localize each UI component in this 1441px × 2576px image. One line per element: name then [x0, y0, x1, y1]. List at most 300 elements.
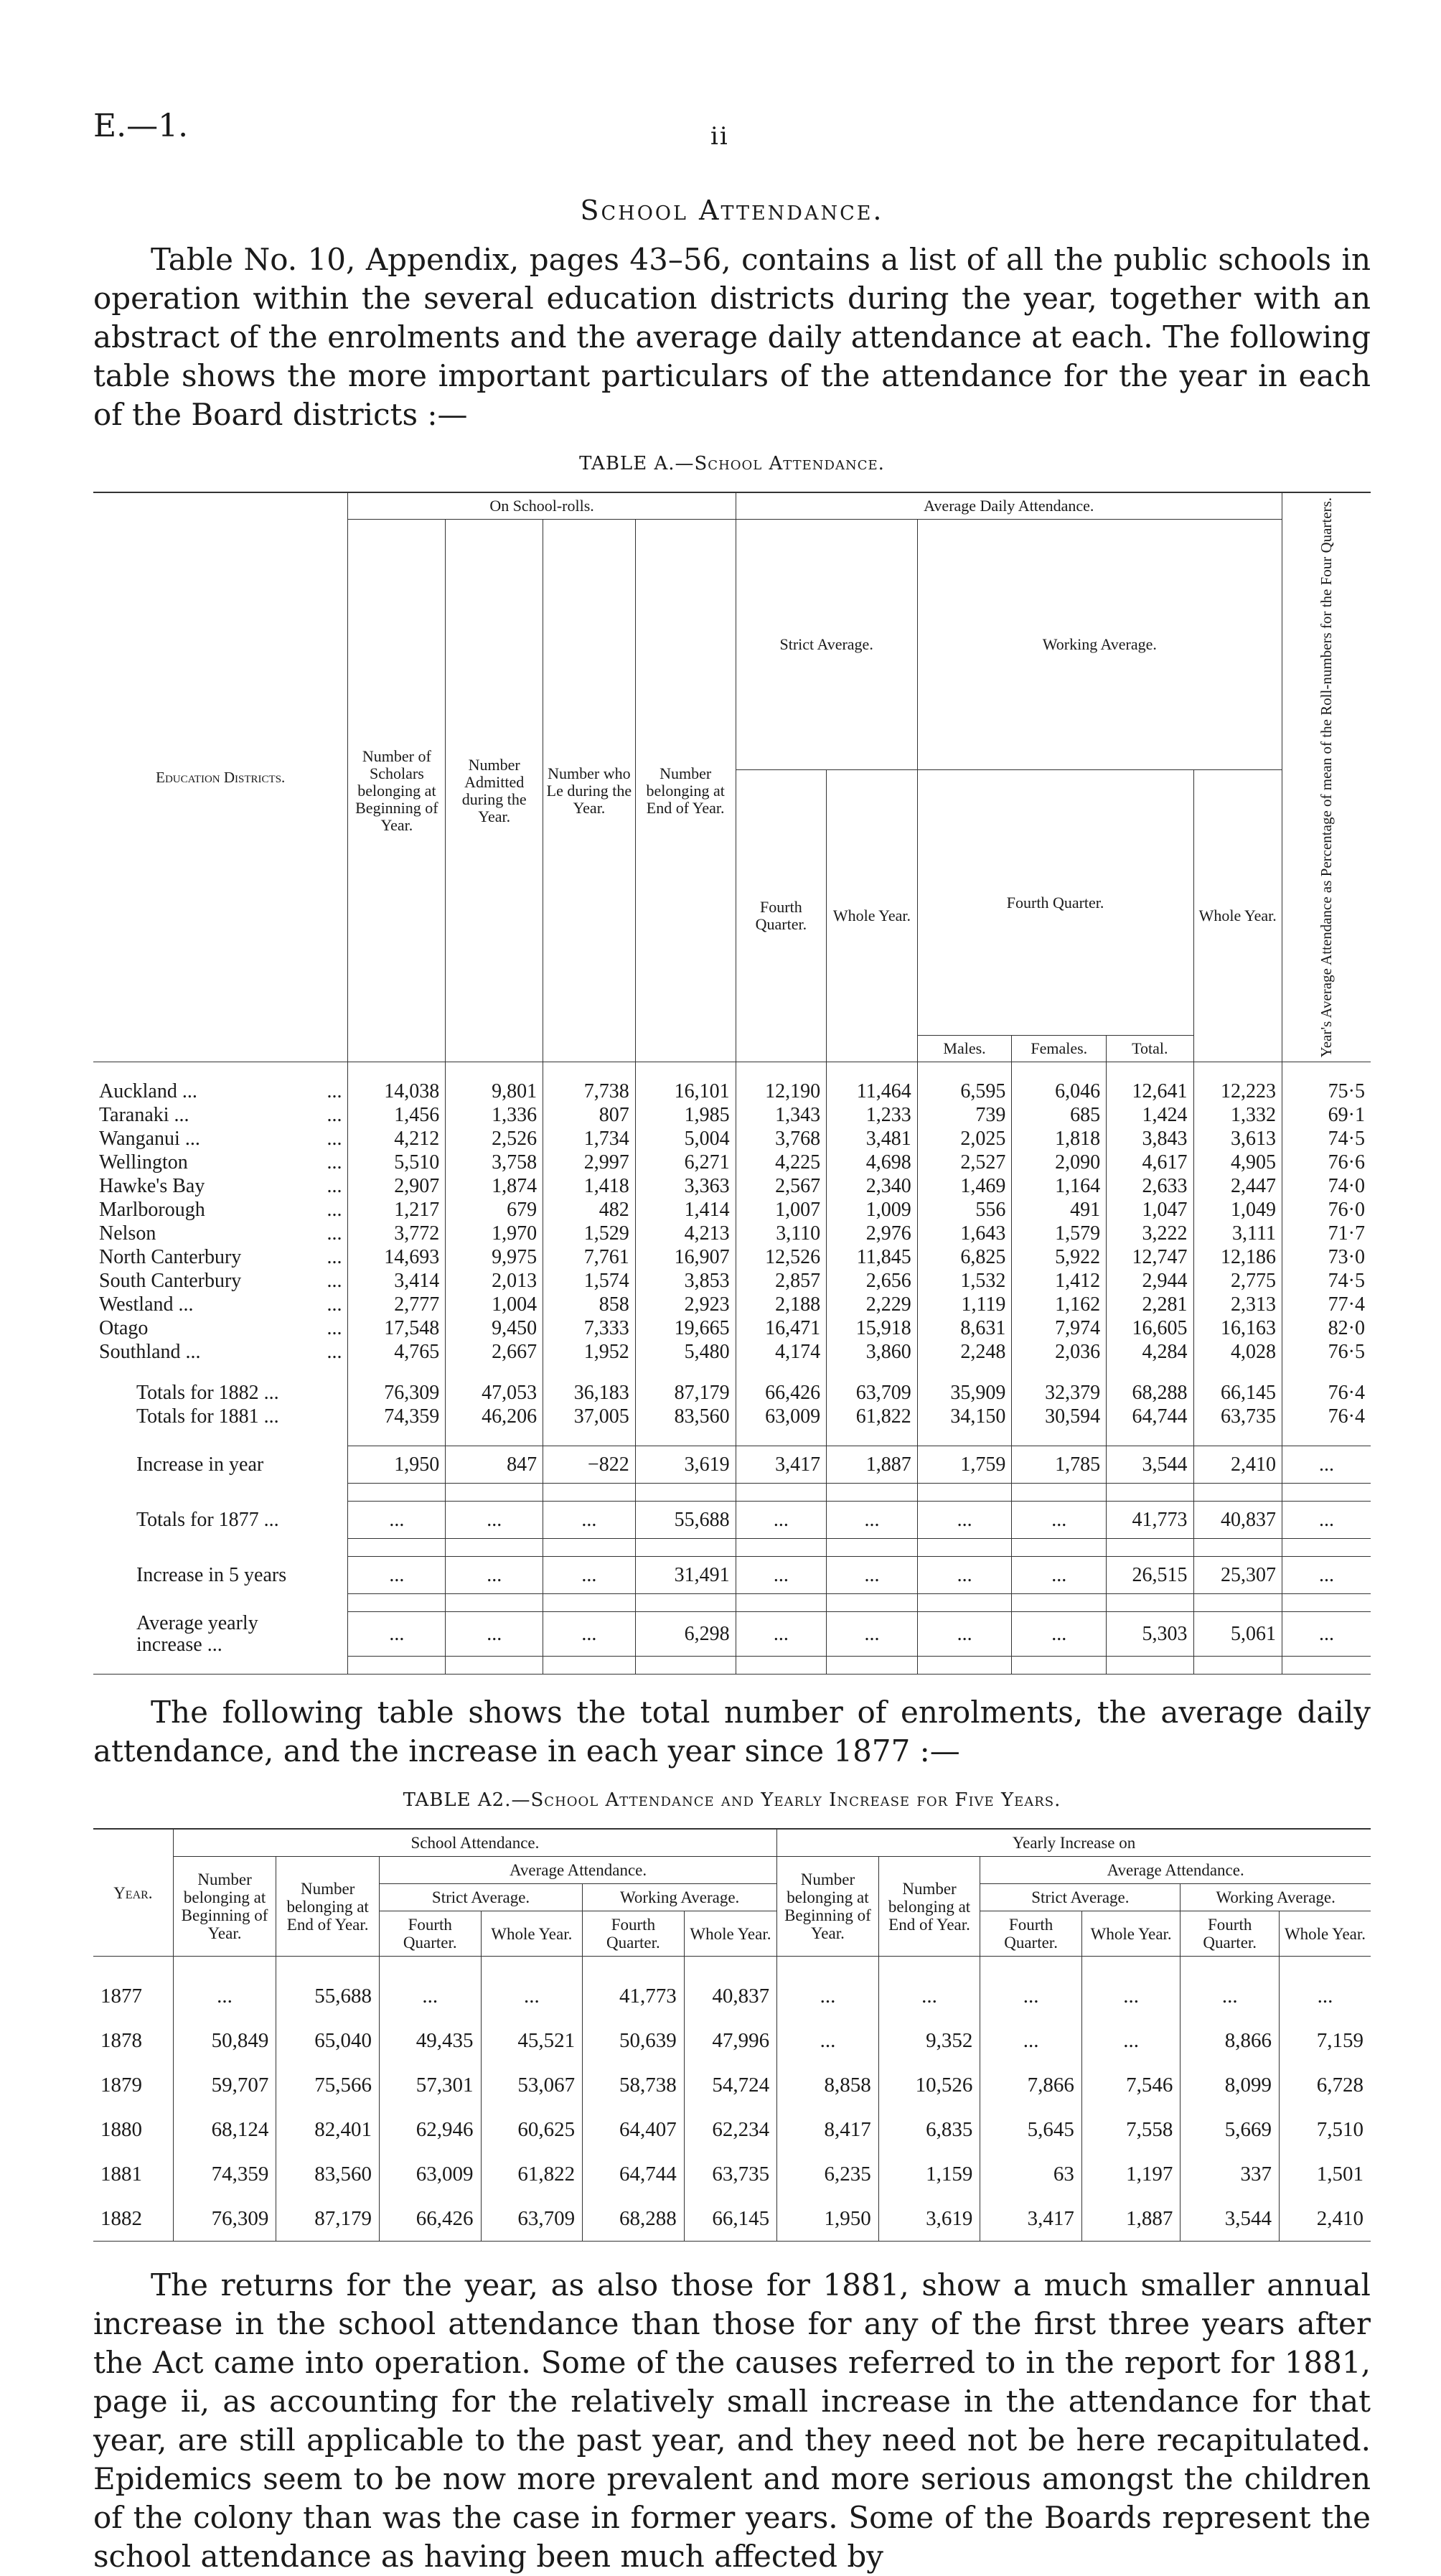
table-cell: 74·5 [1282, 1127, 1371, 1151]
table-cell: 8,099 [1181, 2063, 1280, 2107]
table-cell: ... [917, 1557, 1012, 1594]
table-cell: 1,336 [446, 1103, 543, 1127]
table-cell: 1,197 [1081, 2152, 1181, 2196]
col-group-working-fourth: Fourth Quarter. [917, 769, 1193, 1036]
table-cell: ... [173, 1974, 276, 2018]
table-cell: 2,997 [543, 1151, 636, 1174]
table-cell: ... [777, 2018, 879, 2063]
table-cell: ... [1282, 1446, 1371, 1484]
district-name: Taranaki ... ... [99, 1104, 342, 1127]
table-cell: 1,532 [917, 1269, 1012, 1293]
col-strict-wy-inc: Whole Year. [1081, 1911, 1181, 1957]
table-cell: 1,529 [543, 1222, 636, 1245]
table-cell: 3,363 [635, 1174, 736, 1198]
table-cell: 2,410 [1193, 1446, 1282, 1484]
table-cell: 63 [980, 2152, 1082, 2196]
col-group-strict: Strict Average. [379, 1884, 582, 1911]
table-cell: 2,447 [1193, 1174, 1282, 1198]
table-cell: 1,456 [348, 1103, 446, 1127]
col-group-working: Working Average. [583, 1884, 777, 1911]
col-working-wy: Whole Year. [684, 1911, 776, 1957]
table-cell: 4,617 [1107, 1151, 1193, 1174]
table-cell: 337 [1181, 2152, 1280, 2196]
table-cell: 8,866 [1181, 2018, 1280, 2063]
table-cell: 73·0 [1282, 1245, 1371, 1269]
table-cell: 3,619 [878, 2196, 980, 2242]
col-end: Number belonging at End of Year. [635, 520, 736, 1062]
table-cell: 7,159 [1279, 2018, 1371, 2063]
table-cell: ... [379, 1974, 481, 2018]
table-cell: 4,174 [736, 1340, 827, 1364]
table-cell: −822 [543, 1446, 636, 1484]
totals-row [93, 1405, 1371, 1428]
table-cell: 3,414 [348, 1269, 446, 1293]
table-cell: 53,067 [481, 2063, 583, 2107]
district-name: North Canterbury ... [99, 1246, 342, 1269]
table-cell: 1880 [100, 2117, 142, 2141]
table-cell: 64,744 [583, 2152, 685, 2196]
col-females: Females. [1012, 1036, 1107, 1062]
table-cell: 1,574 [543, 1269, 636, 1293]
table-cell: 25,307 [1193, 1557, 1282, 1594]
table-cell: 679 [446, 1198, 543, 1222]
table-cell: 16,605 [1107, 1316, 1193, 1340]
table-cell: 40,837 [684, 1974, 776, 2018]
col-total: Total. [1107, 1036, 1193, 1062]
paragraph-2: The following table shows the total number of enrolments, the average daily attendance, and the increase in each year since 1877 :— [93, 1695, 1371, 1769]
table-cell: ... [1282, 1502, 1371, 1539]
table-cell: 1,970 [446, 1222, 543, 1245]
col-group-strict-inc: Strict Average. [980, 1884, 1181, 1911]
table-cell: 1,412 [1012, 1269, 1107, 1293]
table-cell: 807 [543, 1103, 636, 1127]
district-row [93, 1269, 1371, 1293]
table-cell: 71·7 [1282, 1222, 1371, 1245]
table-cell: 16,101 [635, 1079, 736, 1103]
table-cell: 3,417 [736, 1446, 827, 1484]
table-cell: 55,688 [276, 1974, 380, 2018]
table-cell: 2,857 [736, 1269, 827, 1293]
table-cell: 5,510 [348, 1151, 446, 1174]
table-cell: ... [1081, 1974, 1181, 2018]
table-cell: ... [827, 1502, 918, 1539]
table-cell: 1,007 [736, 1198, 827, 1222]
table-cell: 76,309 [173, 2196, 276, 2242]
table-cell: 66,145 [1193, 1381, 1282, 1405]
table-cell: 83,560 [276, 2152, 380, 2196]
table-cell: ... [1181, 1974, 1280, 2018]
table-cell: 76·0 [1282, 1198, 1371, 1222]
table-cell: 6,235 [777, 2152, 879, 2196]
table-cell: ... [1282, 1612, 1371, 1657]
table-cell: 87,179 [635, 1381, 736, 1405]
col-group-avg-att: Average Attendance. [379, 1857, 776, 1884]
table-cell: 62,234 [684, 2107, 776, 2152]
table-cell: 16,471 [736, 1316, 827, 1340]
table-cell: 1,759 [917, 1446, 1012, 1484]
table-cell: 10,526 [878, 2063, 980, 2107]
table-cell: 2,036 [1012, 1340, 1107, 1364]
table-cell: 1,734 [543, 1127, 636, 1151]
col-districts: Education Districts. [93, 492, 348, 1062]
table-cell: 82·0 [1282, 1316, 1371, 1340]
district-name: Auckland ... ... [99, 1080, 342, 1103]
table-cell: 2,656 [827, 1269, 918, 1293]
col-group-on-rolls: On School-rolls. [348, 492, 736, 520]
table-cell: ... [446, 1612, 543, 1657]
table-cell: 75·5 [1282, 1079, 1371, 1103]
col-group-working: Working Average. [917, 520, 1282, 770]
table-cell: 491 [1012, 1198, 1107, 1222]
col-group-avg-daily: Average Daily Attendance. [736, 492, 1282, 520]
district-row [93, 1103, 1371, 1127]
summary-row [93, 1502, 1371, 1539]
table-cell: 3,843 [1107, 1127, 1193, 1151]
table-cell: 74,359 [348, 1405, 446, 1428]
table-cell: 16,907 [635, 1245, 736, 1269]
year-row [93, 2196, 1371, 2242]
table-cell: 1,579 [1012, 1222, 1107, 1245]
table-b [93, 1828, 1371, 2242]
table-cell: ... [827, 1557, 918, 1594]
table-cell: 17,548 [348, 1316, 446, 1340]
table-cell: 11,845 [827, 1245, 918, 1269]
table-cell: 2,526 [446, 1127, 543, 1151]
district-name: Wanganui ... ... [99, 1128, 342, 1151]
table-cell: 739 [917, 1103, 1012, 1127]
table-cell: 74·5 [1282, 1269, 1371, 1293]
table-cell: 2,229 [827, 1293, 918, 1316]
table-cell: 55,688 [635, 1502, 736, 1539]
table-cell: 12,186 [1193, 1245, 1282, 1269]
table-cell: 1,985 [635, 1103, 736, 1127]
table-cell: 12,526 [736, 1245, 827, 1269]
table-cell: 1,887 [1081, 2196, 1181, 2242]
district-name: Southland ... ... [99, 1341, 342, 1364]
table-cell: 30,594 [1012, 1405, 1107, 1428]
year-row [93, 2152, 1371, 2196]
table-cell: 1,332 [1193, 1103, 1282, 1127]
table-cell: 2,907 [348, 1174, 446, 1198]
table-cell: 1,418 [543, 1174, 636, 1198]
table-cell: 34,150 [917, 1405, 1012, 1428]
col-strict-fourth: Fourth Quarter. [736, 769, 827, 1062]
col-group-avg-att-inc: Average Attendance. [980, 1857, 1371, 1884]
table-cell: 57,301 [379, 2063, 481, 2107]
table-cell: 74,359 [173, 2152, 276, 2196]
table-cell: 62,946 [379, 2107, 481, 2152]
table-cell: 75,566 [276, 2063, 380, 2107]
table-cell: 1,162 [1012, 1293, 1107, 1316]
summary-row [93, 1446, 1371, 1484]
table-cell: ... [736, 1557, 827, 1594]
table-cell: 77·4 [1282, 1293, 1371, 1316]
table-cell: 76·4 [1282, 1381, 1371, 1405]
table-cell: 3,544 [1181, 2196, 1280, 2242]
table-cell: 82,401 [276, 2107, 380, 2152]
district-row [93, 1198, 1371, 1222]
table-cell: 2,775 [1193, 1269, 1282, 1293]
table-cell: ... [348, 1502, 446, 1539]
table-cell: 5,645 [980, 2107, 1082, 2152]
table-cell: ... [917, 1502, 1012, 1539]
table-cell: 5,303 [1107, 1612, 1193, 1657]
col-working-whole: Whole Year. [1193, 769, 1282, 1062]
table-cell: 76,309 [348, 1381, 446, 1405]
table-cell: 6,298 [635, 1612, 736, 1657]
table-cell: 87,179 [276, 2196, 380, 2242]
col-working-wy-inc: Whole Year. [1279, 1911, 1371, 1957]
table-cell: 47,996 [684, 2018, 776, 2063]
table-cell: 50,639 [583, 2018, 685, 2063]
table-cell: 2,944 [1107, 1269, 1193, 1293]
totals-row [93, 1381, 1371, 1405]
table-cell: 63,735 [684, 2152, 776, 2196]
table-cell: 16,163 [1193, 1316, 1282, 1340]
table-cell: ... [446, 1502, 543, 1539]
col-beginning: Number of Scholars belonging at Beginning of Year. [348, 520, 446, 1062]
col-group-working-inc: Working Average. [1181, 1884, 1371, 1911]
table-cell: 66,145 [684, 2196, 776, 2242]
table-cell: 7,738 [543, 1079, 636, 1103]
table-cell: ... [736, 1612, 827, 1657]
table-cell: 2,090 [1012, 1151, 1107, 1174]
table-cell: 2,313 [1193, 1293, 1282, 1316]
table-cell: 15,918 [827, 1316, 918, 1340]
col-begin-inc: Number belonging at Beginning of Year. [777, 1857, 879, 1957]
table-cell: 3,758 [446, 1151, 543, 1174]
table-cell: 6,728 [1279, 2063, 1371, 2107]
table-cell: ... [736, 1502, 827, 1539]
table-cell: ... [543, 1502, 636, 1539]
table-cell: 3,772 [348, 1222, 446, 1245]
district-row [93, 1151, 1371, 1174]
table-cell: ... [827, 1612, 918, 1657]
district-row [93, 1293, 1371, 1316]
table-cell: 76·6 [1282, 1151, 1371, 1174]
table-cell: 3,222 [1107, 1222, 1193, 1245]
table-cell: 9,975 [446, 1245, 543, 1269]
table-cell: 7,761 [543, 1245, 636, 1269]
col-group-strict: Strict Average. [736, 520, 917, 770]
table-cell: 3,853 [635, 1269, 736, 1293]
year-row [93, 1974, 1371, 2018]
table-cell: 1,217 [348, 1198, 446, 1222]
district-name: Otago ... [99, 1317, 342, 1340]
table-cell: 12,747 [1107, 1245, 1193, 1269]
table-cell: 7,558 [1081, 2107, 1181, 2152]
section-title: School Attendance. [580, 195, 884, 226]
table-cell: 4,905 [1193, 1151, 1282, 1174]
table-cell: 1882 [100, 2206, 142, 2230]
table-cell: 4,213 [635, 1222, 736, 1245]
page [93, 108, 1371, 2576]
table-cell: 5,061 [1193, 1612, 1282, 1657]
table-cell: ... [1012, 1502, 1107, 1539]
table-cell: 3,768 [736, 1127, 827, 1151]
year-row [93, 2107, 1371, 2152]
table-cell: 2,410 [1279, 2196, 1371, 2242]
table-cell: 59,707 [173, 2063, 276, 2107]
table-cell: 1,424 [1107, 1103, 1193, 1127]
table-cell: 31,491 [635, 1557, 736, 1594]
table-cell: 63,735 [1193, 1405, 1282, 1428]
table-cell: 1,233 [827, 1103, 918, 1127]
district-name: Marlborough ... [99, 1199, 342, 1222]
table-cell: 1,047 [1107, 1198, 1193, 1222]
col-strict-whole: Whole Year. [827, 769, 918, 1062]
table-cell: 76·4 [1282, 1405, 1371, 1428]
col-left: Number who Le during the Year. [543, 520, 636, 1062]
table-b-body [93, 1957, 1371, 2242]
table-cell: 63,009 [379, 2152, 481, 2196]
table-cell: 1,119 [917, 1293, 1012, 1316]
table-cell: 1,818 [1012, 1127, 1107, 1151]
table-cell: 50,849 [173, 2018, 276, 2063]
district-name: South Canterbury ... [99, 1270, 342, 1293]
table-cell: 3,110 [736, 1222, 827, 1245]
table-cell: 9,450 [446, 1316, 543, 1340]
table-cell: 5,480 [635, 1340, 736, 1364]
table-cell: 1,414 [635, 1198, 736, 1222]
table-cell: ... [1081, 2018, 1181, 2063]
year-row [93, 2018, 1371, 2063]
summary-row [93, 1612, 1371, 1657]
col-end-inc: Number belonging at End of Year. [878, 1857, 980, 1957]
table-cell: 63,709 [481, 2196, 583, 2242]
table-cell: ... [878, 1974, 980, 2018]
table-cell: 41,773 [1107, 1502, 1193, 1539]
table-cell: 4,212 [348, 1127, 446, 1151]
table-cell: 2,248 [917, 1340, 1012, 1364]
table-cell: 11,464 [827, 1079, 918, 1103]
table-cell: 2,667 [446, 1340, 543, 1364]
page-header [93, 108, 1371, 151]
table-cell: 1,501 [1279, 2152, 1371, 2196]
table-cell: Increase in 5 years [136, 1564, 287, 1587]
year-row [93, 2063, 1371, 2107]
district-row [93, 1079, 1371, 1103]
table-cell: 1,643 [917, 1222, 1012, 1245]
table-cell: ... [481, 1974, 583, 2018]
table-cell: 6,046 [1012, 1079, 1107, 1103]
table-a-body [93, 1062, 1371, 1675]
table-cell: 7,866 [980, 2063, 1082, 2107]
table-cell: 1,004 [446, 1293, 543, 1316]
table-cell: 6,595 [917, 1079, 1012, 1103]
table-cell: 1,049 [1193, 1198, 1282, 1222]
table-cell: 9,801 [446, 1079, 543, 1103]
table-cell: 1,950 [777, 2196, 879, 2242]
table-cell: 76·5 [1282, 1340, 1371, 1364]
col-end: Number belonging at End of Year. [276, 1857, 380, 1957]
table-cell: 2,013 [446, 1269, 543, 1293]
table-cell: 61,822 [481, 2152, 583, 2196]
report-code: E.—1. [93, 108, 189, 144]
table-cell: 847 [446, 1446, 543, 1484]
table-cell: 3,619 [635, 1446, 736, 1484]
page-number: ii [710, 122, 729, 151]
district-row [93, 1316, 1371, 1340]
table-cell: 68,288 [1107, 1381, 1193, 1405]
table-cell: 19,665 [635, 1316, 736, 1340]
district-row [93, 1222, 1371, 1245]
table-cell: 1881 [100, 2162, 142, 2186]
table-cell: 40,837 [1193, 1502, 1282, 1539]
table-cell: ... [543, 1557, 636, 1594]
district-row [93, 1245, 1371, 1269]
table-cell: 482 [543, 1198, 636, 1222]
district-row [93, 1127, 1371, 1151]
table-cell: 1,469 [917, 1174, 1012, 1198]
table-cell: 4,028 [1193, 1340, 1282, 1364]
district-name: Wellington ... [99, 1151, 342, 1174]
table-cell: ... [1012, 1557, 1107, 1594]
table-cell: 6,835 [878, 2107, 980, 2152]
table-cell: 1879 [100, 2073, 142, 2097]
col-males: Males. [917, 1036, 1012, 1062]
table-cell: 60,625 [481, 2107, 583, 2152]
table-cell: 64,744 [1107, 1405, 1193, 1428]
table-cell: 83,560 [635, 1405, 736, 1428]
table-cell: 1,950 [348, 1446, 446, 1484]
col-admitted: Number Admitted during the Year. [446, 520, 543, 1062]
table-cell: 1,159 [878, 2152, 980, 2196]
table-cell: 2,633 [1107, 1174, 1193, 1198]
table-cell: Totals for 1881 ... [136, 1405, 279, 1428]
table-cell: 8,858 [777, 2063, 879, 2107]
table-cell: Totals for 1882 ... [136, 1382, 279, 1405]
table-cell: 1,009 [827, 1198, 918, 1222]
table-cell: 8,631 [917, 1316, 1012, 1340]
table-cell: 3,860 [827, 1340, 918, 1364]
table-cell: 1,874 [446, 1174, 543, 1198]
table-cell: ... [980, 1974, 1082, 2018]
table-cell: 4,284 [1107, 1340, 1193, 1364]
table-cell: 49,435 [379, 2018, 481, 2063]
table-cell: 14,038 [348, 1079, 446, 1103]
table-cell: 12,641 [1107, 1079, 1193, 1103]
table-cell: 3,111 [1193, 1222, 1282, 1245]
table-cell: 1,952 [543, 1340, 636, 1364]
table-cell: 47,053 [446, 1381, 543, 1405]
table-cell: 3,481 [827, 1127, 918, 1151]
table-cell: ... [348, 1612, 446, 1657]
table-cell: Totals for 1877 ... [136, 1509, 279, 1532]
table-cell: 2,777 [348, 1293, 446, 1316]
table-cell: 26,515 [1107, 1557, 1193, 1594]
col-strict-fq: Fourth Quarter. [379, 1911, 481, 1957]
col-strict-wy: Whole Year. [481, 1911, 583, 1957]
table-cell: 2,527 [917, 1151, 1012, 1174]
table-cell: 4,765 [348, 1340, 446, 1364]
table-cell: 5,669 [1181, 2107, 1280, 2152]
table-cell: ... [777, 1974, 879, 2018]
table-cell: 2,923 [635, 1293, 736, 1316]
paragraph-3: The returns for the year, as also those for 1881, show a much smaller annual increase in the school attendance than those for any of the first three years after the Act came into operation. Some of the causes referred to in the report for 1881, page ii, as accounting for the relatively small increase in the attendance for that year, are still applicable to the past year, and they need not be here recapitulated. Epidemics seem to be now more prevalent and more serious amongst the children of the colony than was the case in former years. Some of the Boards represent the school attendance as having been much affected by [93, 2267, 1371, 2575]
col-group-yearly-increase: Yearly Increase on [777, 1829, 1371, 1857]
table-cell: 1,785 [1012, 1446, 1107, 1484]
table-cell: 32,379 [1012, 1381, 1107, 1405]
col-working-fq: Fourth Quarter. [583, 1911, 685, 1957]
table-b-caption: TABLE A2.—School Attendance and Yearly Increase for Five Years. [403, 1789, 1061, 1812]
table-cell: 66,426 [736, 1381, 827, 1405]
table-cell: 1,887 [827, 1446, 918, 1484]
table-cell: 9,352 [878, 2018, 980, 2063]
table-a [93, 492, 1371, 1675]
table-cell: 858 [543, 1293, 636, 1316]
table-cell: ... [1012, 1612, 1107, 1657]
